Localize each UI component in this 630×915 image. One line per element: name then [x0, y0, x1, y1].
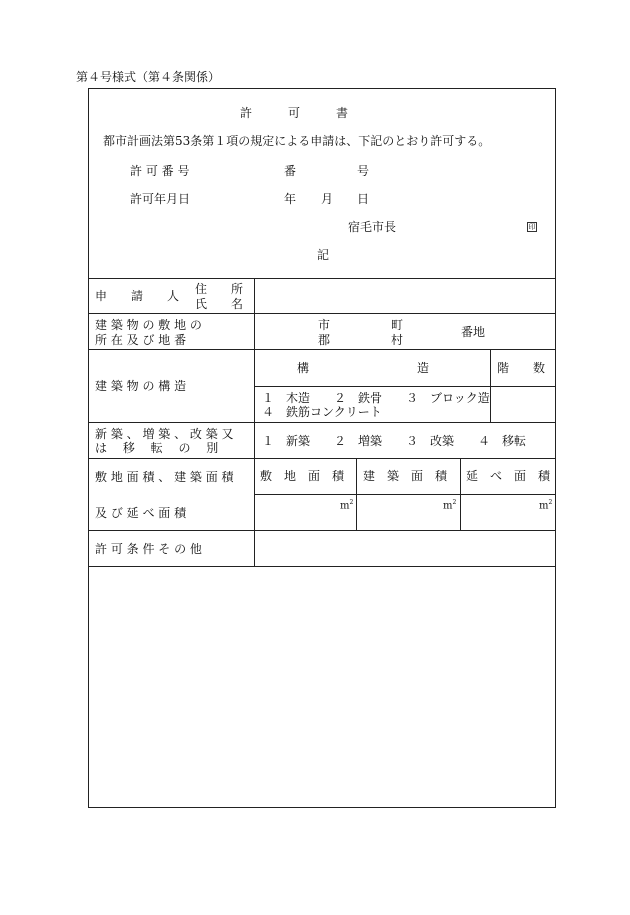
divider — [460, 458, 461, 530]
site-area-header: 敷 地 面 積 — [260, 469, 345, 483]
area-label-line1: 敷 地 面 積 、 建 築 面 積 — [95, 470, 234, 484]
day-label: 日 — [357, 192, 370, 206]
document-title: 許 可 書 — [240, 106, 349, 120]
floor-area-unit: $m^2$ — [539, 499, 553, 512]
banchi-label: 番地 — [461, 325, 486, 339]
structure-header: 構 造 — [297, 361, 430, 375]
gun-label: 郡 — [318, 333, 331, 347]
divider — [88, 313, 556, 314]
structure-label: 建 築 物 の 構 造 — [95, 379, 187, 393]
month-label: 月 — [321, 192, 334, 206]
building-area-header: 建 築 面 積 — [363, 469, 448, 483]
applicant-label: 申 請 人 — [95, 289, 180, 303]
name-label: 氏 名 — [195, 297, 244, 311]
site-label-line1: 建 築 物 の 敷 地 の — [95, 318, 202, 332]
seal-mark: 印 — [528, 223, 536, 231]
go-label: 号 — [357, 164, 370, 178]
area-label-line2: 及 び 延 べ 面 積 — [95, 506, 187, 520]
ki-label: 記 — [317, 248, 330, 262]
intro-text: 都市計画法第53条第１項の規定による申請は、下記のとおり許可する。 — [103, 134, 491, 148]
permit-date-label: 許可年月日 — [130, 192, 191, 206]
mayor-label: 宿毛市長 — [348, 220, 397, 234]
divider — [88, 278, 556, 279]
divider — [88, 530, 556, 531]
divider — [88, 566, 556, 567]
divider — [254, 494, 556, 495]
cho-label: 町 — [391, 318, 404, 332]
construction-type-label-line1: 新 築 、 増 築 、 改 築 又 — [95, 427, 234, 441]
divider — [88, 458, 556, 459]
divider — [88, 422, 556, 423]
divider — [254, 386, 556, 387]
construction-type-options: １ 新築 ２ 増築 ３ 改築 ４ 移転 — [262, 434, 527, 448]
divider — [490, 349, 491, 422]
site-area-unit: $m^2$ — [340, 499, 354, 512]
divider — [88, 349, 556, 350]
divider — [254, 278, 255, 566]
year-label: 年 — [284, 192, 297, 206]
construction-type-label-line2: は 移 転 の 別 — [95, 441, 219, 455]
structure-options-line1: １ 木造 ２ 鉄骨 ３ ブロック造 — [262, 391, 490, 405]
permit-number-label: 許 可 番 号 — [130, 164, 190, 178]
site-label-line2: 所 在 及 び 地 番 — [95, 333, 187, 347]
structure-options-line2: ４ 鉄筋コンクリート — [262, 405, 382, 419]
floors-header: 階 数 — [497, 361, 546, 375]
floor-area-header: 延 べ 面 積 — [466, 469, 551, 483]
divider — [356, 458, 357, 530]
conditions-label: 許 可 条 件 そ の 他 — [95, 542, 202, 556]
building-area-unit: $m^2$ — [443, 499, 457, 512]
address-label: 住 所 — [195, 282, 244, 296]
shi-label: 市 — [318, 318, 331, 332]
ban-label: 番 — [284, 164, 297, 178]
son-label: 村 — [391, 333, 404, 347]
form-number: 第４号様式（第４条関係） — [76, 70, 221, 84]
